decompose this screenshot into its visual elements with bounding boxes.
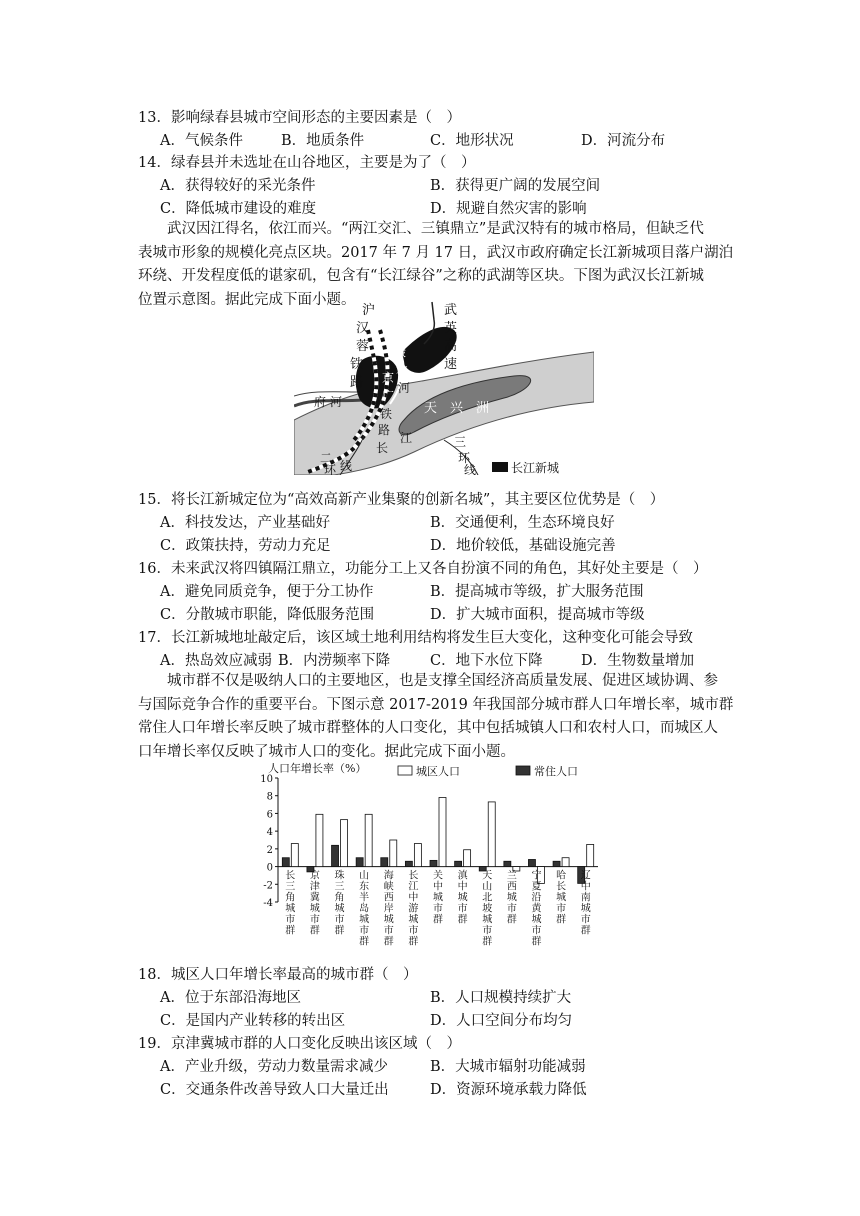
bar-urban — [488, 802, 495, 867]
category-label-char: 北 — [482, 892, 493, 904]
jingguang-label-3: 铁 — [380, 407, 393, 421]
category-label-char: 群 — [457, 914, 468, 926]
passage-line: 口年增长率仅反映了城市人口的变化。据此完成下面小题。 — [138, 743, 515, 760]
rail-label-char: 汉 — [356, 321, 370, 336]
bar-urban — [414, 844, 421, 867]
bar-resident — [430, 860, 437, 866]
category-label-char: 中 — [433, 881, 443, 893]
y-tick-label: -4 — [263, 898, 273, 909]
category-label-char: 市 — [285, 914, 296, 926]
q18-option-a[interactable]: A．位于东部沿海地区 — [160, 990, 301, 1006]
category-label-char: 峡 — [383, 881, 394, 893]
question-19-stem: 19．京津冀城市群的人口变化反映出该区域（ ） — [138, 1036, 461, 1052]
category-label-char: 珠 — [334, 870, 345, 882]
q16-option-c[interactable]: C．分散城市职能，降低服务范围 — [160, 607, 375, 623]
shui-river-label-3: 河 — [398, 381, 411, 395]
category-label-char: 西 — [383, 892, 394, 904]
rail-label-char: 铁 — [350, 357, 364, 372]
category-label-char: 市 — [556, 903, 567, 915]
question-13-stem: 13．影响绿春县城市空间形态的主要因素是（ ） — [138, 110, 461, 126]
passage-line: 环绕、开发程度低的谌家矶，包含有“长江绿谷”之称的武湖等区块。下图为武汉长江新城 — [138, 268, 704, 284]
question-15-stem: 15．将长江新城定位为“高效高新产业集聚的创新名城”，其主要区位优势是（ ） — [138, 492, 665, 508]
category-label-char: 城 — [556, 892, 567, 904]
ring3-label-1: 三 — [454, 435, 467, 449]
category-label-char: 市 — [383, 925, 394, 937]
question-17-stem: 17．长江新城地址敲定后，该区域土地利用结构将发生巨大变化，这种变化可能会导致 — [138, 630, 693, 646]
category-label-char: 角 — [334, 892, 345, 904]
passage-population — [138, 670, 738, 764]
bar-resident — [528, 859, 535, 866]
bar-urban — [316, 814, 323, 866]
q17-option-b[interactable]: B．内涝频率下降 — [278, 653, 391, 669]
category-label-char: 半 — [359, 892, 370, 904]
category-label-char: 群 — [531, 936, 542, 948]
ring2-label-1: 二 — [320, 451, 333, 465]
fu-river-label-1: 府 — [314, 395, 327, 409]
jingguang-label-4: 路 — [378, 423, 391, 437]
q16-option-a[interactable]: A．避免同质竞争，便于分工协作 — [160, 584, 374, 600]
bar-resident — [553, 861, 560, 866]
jingguang-label-1: 京 — [382, 371, 395, 385]
category-label-char: 滇 — [457, 870, 468, 882]
q14-option-a[interactable]: A．获得较好的采光条件 — [160, 178, 316, 194]
ring3-label-3: 线 — [464, 463, 477, 475]
q19-option-b[interactable]: B．大城市辐射功能减弱 — [430, 1059, 586, 1075]
category-label-char: 群 — [285, 925, 296, 937]
y-tick-label: 8 — [266, 791, 273, 803]
bar-resident — [282, 858, 289, 867]
category-label-char: 岸 — [383, 903, 394, 915]
category-label-char: 城 — [531, 914, 542, 926]
population-growth-chart — [248, 760, 618, 960]
passage-line: 与国际竞争合作的重要平台。下图示意 2017-2019 年我国部分城市群人口年增长率，城市群 — [138, 696, 734, 713]
legend-swatch-new-city — [492, 462, 508, 472]
q13-option-a[interactable]: A．气候条件 — [160, 133, 243, 149]
bar-resident — [455, 861, 462, 866]
category-label-char: 中 — [408, 892, 419, 904]
q15-option-b[interactable]: B．交通便利，生态环境良好 — [430, 515, 615, 531]
q16-option-d[interactable]: D．扩大城市面积，提高城市等级 — [430, 607, 645, 623]
category-label-char: 群 — [408, 936, 419, 948]
q19-option-c[interactable]: C．交通条件改善导致人口大量迁出 — [160, 1082, 389, 1098]
chart-ylabel: 人口年增长率（%） — [268, 762, 367, 775]
q18-option-c[interactable]: C．是国内产业转移的转出区 — [160, 1013, 346, 1029]
q13-option-d[interactable]: D．河流分布 — [581, 133, 666, 149]
category-label-char: 市 — [408, 925, 419, 937]
legend-new-city: 长江新城 — [511, 461, 560, 475]
wuhan-location-map — [294, 300, 594, 475]
category-label-char: 城 — [334, 903, 345, 915]
q14-option-c[interactable]: C．降低城市建设的难度 — [160, 201, 317, 217]
legend-swatch-urban — [398, 766, 412, 775]
passage-line: 位置示意图。据此完成下面小题。 — [138, 291, 356, 308]
highway-label-char: 武 — [444, 303, 458, 318]
category-label-char: 中 — [457, 881, 468, 893]
category-label-char: 南 — [580, 892, 591, 904]
q13-option-c[interactable]: C．地形状况 — [430, 133, 514, 149]
q18-option-b[interactable]: B．人口规模持续扩大 — [430, 990, 572, 1006]
category-label-char: 京 — [309, 870, 320, 882]
category-label-char: 市 — [457, 903, 468, 915]
category-label-char: 城 — [506, 892, 517, 904]
bar-resident — [356, 858, 363, 867]
category-label-char: 城 — [408, 914, 419, 926]
category-label-char: 山 — [359, 870, 370, 882]
category-label-char: 城 — [309, 903, 320, 915]
category-label-char: 天 — [482, 870, 493, 882]
category-label-char: 群 — [334, 925, 345, 937]
q16-option-b[interactable]: B．提高城市等级，扩大服务范围 — [430, 584, 644, 600]
passage-line: 武汉因江得名，依江而兴。“两江交汇、三镇鼎立”是武汉特有的城市格局，但缺乏代 — [138, 221, 704, 237]
category-label-char: 城 — [383, 914, 394, 926]
bar-urban — [439, 797, 446, 866]
legend-swatch-resident — [516, 766, 530, 775]
category-label-char: 市 — [359, 925, 370, 937]
category-label-char: 角 — [285, 892, 296, 904]
category-label-char: 坡 — [482, 903, 493, 915]
yangtze-label-1: 长 — [376, 441, 389, 455]
bar-resident — [381, 858, 388, 867]
bar-resident — [405, 861, 412, 866]
category-label-char: 群 — [506, 914, 517, 926]
category-label-char: 市 — [531, 925, 542, 937]
category-label-char: 三 — [334, 881, 345, 893]
y-tick-label: 0 — [266, 862, 273, 874]
bar-urban — [587, 844, 594, 866]
q14-option-d[interactable]: D．规避自然灾害的影响 — [430, 201, 587, 217]
category-label-char: 西 — [506, 881, 517, 893]
category-label-char: 长 — [556, 881, 567, 893]
category-label-char: 宁 — [531, 870, 542, 882]
tianxing-label: 天 兴 洲 — [424, 401, 490, 416]
highway-label-char: 英 — [444, 321, 458, 336]
category-label-char: 关 — [433, 870, 443, 882]
bar-urban — [365, 814, 372, 866]
q19-option-a[interactable]: A．产业升级，劳动力数量需求减少 — [160, 1059, 388, 1075]
category-label-char: 游 — [408, 903, 419, 915]
category-label-char: 市 — [506, 903, 517, 915]
category-label-char: 群 — [309, 925, 320, 937]
q17-option-a[interactable]: A．热岛效应减弱 — [160, 653, 272, 669]
category-label-char: 城 — [433, 892, 443, 904]
category-label-char: 市 — [309, 914, 320, 926]
category-label-char: 江 — [408, 881, 419, 893]
category-label-char: 中 — [580, 881, 591, 893]
bar-urban — [562, 858, 569, 867]
y-tick-label: 2 — [266, 844, 273, 856]
category-label-char: 辽 — [580, 870, 591, 882]
category-label-char: 东 — [359, 881, 370, 893]
fu-river-label-2: 河 — [330, 395, 343, 409]
category-label-char: 城 — [457, 892, 468, 904]
q13-option-b[interactable]: B．地质条件 — [281, 133, 365, 149]
category-label-char: 市 — [482, 925, 493, 937]
q17-option-c[interactable]: C．地下水位下降 — [430, 653, 543, 669]
category-label-char: 黄 — [531, 903, 542, 915]
bar-resident — [332, 845, 339, 866]
y-tick-label: 10 — [260, 774, 273, 785]
category-label-char: 城 — [285, 903, 296, 915]
ring3-label-2: 环 — [458, 451, 471, 465]
rail-label-char: 路 — [350, 375, 364, 390]
category-label-char: 兰 — [506, 870, 517, 882]
bar-urban — [341, 820, 348, 867]
rail-label-char: 沪 — [362, 303, 376, 318]
ring2-label-3: 线 — [340, 459, 353, 473]
category-label-char: 城 — [482, 914, 493, 926]
bar-urban — [464, 850, 471, 867]
category-label-char: 夏 — [531, 881, 542, 893]
category-label-char: 群 — [433, 914, 443, 926]
y-tick-label: 6 — [266, 809, 273, 821]
passage-wuhan — [138, 218, 738, 312]
category-label-char: 三 — [285, 881, 296, 893]
category-label-char: 冀 — [309, 892, 320, 904]
chart-legend — [398, 764, 578, 778]
bar-resident — [504, 861, 511, 866]
y-tick-label: 4 — [266, 827, 273, 839]
question-18-stem: 18．城区人口年增长率最高的城市群（ ） — [138, 967, 418, 983]
category-label-char: 群 — [556, 914, 567, 926]
category-label-char: 群 — [359, 936, 370, 948]
legend-label-urban: 城区人口 — [416, 765, 460, 778]
legend-label-resident: 常住人口 — [534, 765, 578, 778]
q18-option-d[interactable]: D．人口空间分布均匀 — [430, 1013, 573, 1029]
rail-label-char: 蓉 — [356, 339, 370, 354]
category-label-char: 岛 — [359, 903, 370, 915]
q15-option-c[interactable]: C．政策扶持，劳动力充足 — [160, 538, 331, 554]
category-label-char: 城 — [359, 914, 370, 926]
category-label-char: 群 — [383, 936, 394, 948]
passage-line: 城市群不仅是吸纳人口的主要地区，也是支撑全国经济高质量发展、促进区域协调、参 — [138, 673, 718, 689]
category-label-char: 群 — [482, 936, 493, 948]
category-label-char: 哈 — [556, 870, 567, 882]
ring2-label-2: 环 — [324, 463, 337, 475]
category-label-char: 山 — [482, 881, 493, 893]
highway-label-char: 高 — [444, 339, 458, 354]
shui-river-label-1: 滠 — [394, 345, 407, 359]
category-label-char: 市 — [580, 914, 591, 926]
chart-category-labels — [285, 869, 590, 948]
category-label-char: 海 — [383, 870, 394, 882]
category-label-char: 津 — [309, 881, 320, 893]
question-14-stem: 14．绿春县并未选址在山谷地区，主要是为了（ ） — [138, 155, 476, 171]
shui-river-label-2: 水 — [396, 363, 409, 377]
category-label-char: 长 — [408, 870, 419, 882]
category-label-char: 市 — [334, 914, 345, 926]
category-label-char: 长 — [285, 870, 296, 882]
q15-option-a[interactable]: A．科技发达，产业基础好 — [160, 515, 330, 531]
bar-urban — [291, 844, 298, 867]
yangtze-label-2: 江 — [400, 431, 413, 445]
passage-line: 表城市形象的规模化亮点区块。2017 年 7 月 17 日，武汉市政府确定长江新城项目落户湖泊 — [138, 244, 734, 261]
category-label-char: 沿 — [531, 892, 542, 904]
category-label-char: 群 — [580, 925, 591, 937]
y-tick-label: -2 — [263, 880, 273, 892]
category-label-char: 城 — [580, 903, 591, 915]
category-label-char: 市 — [433, 903, 443, 915]
q17-option-d[interactable]: D．生物数量增加 — [581, 653, 695, 669]
highway-label-char: 速 — [444, 357, 458, 372]
question-16-stem: 16．未来武汉将四镇隔江鼎立，功能分工上又各自扮演不同的角色，其好处主要是（ ） — [138, 561, 708, 577]
bar-urban — [390, 840, 397, 867]
q19-option-d[interactable]: D．资源环境承载力降低 — [430, 1082, 587, 1098]
jingguang-label-2: 广 — [382, 389, 395, 403]
q14-option-b[interactable]: B．获得更广阔的发展空间 — [430, 178, 601, 194]
q15-option-d[interactable]: D．地价较低，基础设施完善 — [430, 538, 616, 554]
passage-line: 常住人口年增长率反映了城市群整体的人口变化，其中包括城镇人口和农村人口，而城区人 — [138, 720, 718, 736]
